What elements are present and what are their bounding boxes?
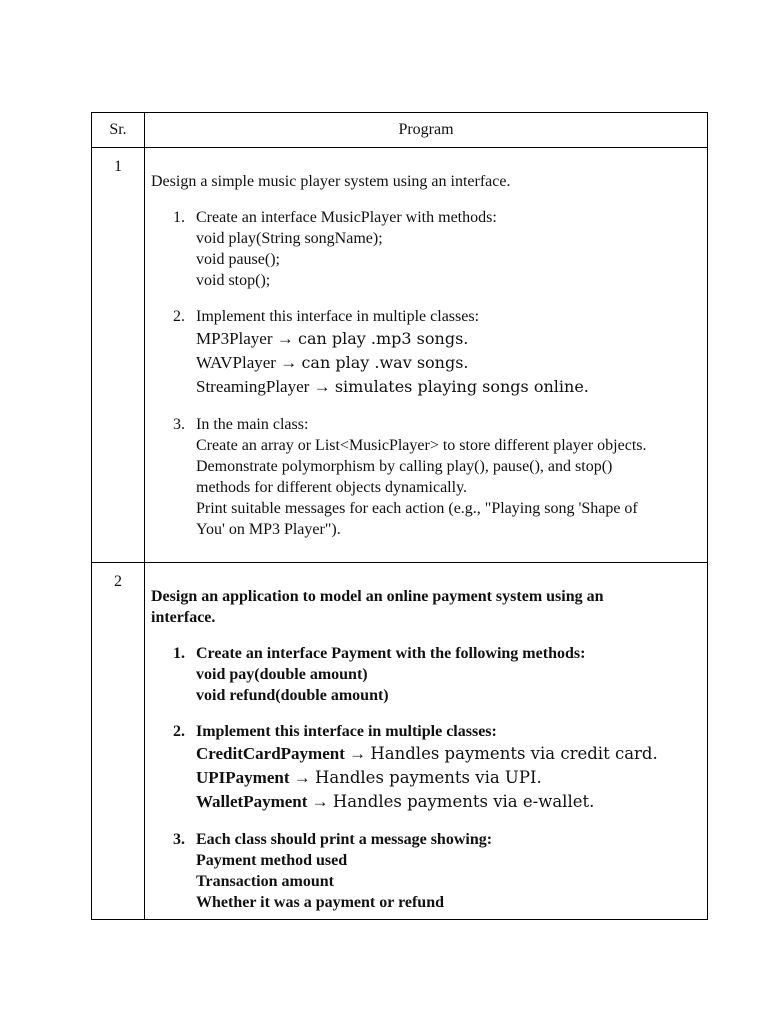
list-item bbox=[151, 306, 707, 399]
table-row bbox=[92, 148, 708, 563]
row-number: 1 bbox=[92, 148, 145, 563]
step-line: Print suitable messages for each action (e.g., "Playing song 'Shape of bbox=[196, 500, 638, 517]
step-line: Payment method used bbox=[196, 852, 348, 869]
arrow-icon: → bbox=[313, 377, 331, 396]
step-line: Each class should print a message showing: bbox=[196, 831, 493, 848]
step-line: Create an interface MusicPlayer with methods: bbox=[196, 209, 497, 226]
class-item bbox=[196, 790, 707, 814]
arrow-icon: → bbox=[280, 353, 298, 372]
arrow-icon: → bbox=[311, 792, 329, 811]
class-item bbox=[196, 742, 707, 766]
step-line: void refund(double amount) bbox=[196, 687, 389, 704]
class-description: Handles payments via credit card. bbox=[370, 744, 658, 763]
class-name: CreditCardPayment bbox=[196, 744, 345, 763]
step-line: In the main class: bbox=[196, 416, 309, 433]
steps-list bbox=[151, 207, 707, 540]
table-row bbox=[92, 563, 708, 920]
step-number: 2. bbox=[173, 308, 185, 325]
step-number: 3. bbox=[173, 416, 185, 433]
step-line: Create an array or List<MusicPlayer> to store different player objects. bbox=[196, 437, 647, 454]
program-table bbox=[91, 112, 708, 920]
class-name: MP3Player bbox=[196, 329, 273, 348]
list-item bbox=[151, 643, 707, 706]
class-description: Handles payments via UPI. bbox=[314, 768, 542, 787]
step-line: Demonstrate polymorphism by calling play(), pause(), and stop() bbox=[196, 458, 613, 475]
step-line: void pay(double amount) bbox=[196, 666, 368, 683]
step-line: methods for different objects dynamically. bbox=[196, 479, 468, 496]
class-item bbox=[196, 327, 707, 351]
problem-statement: Design a simple music player system using an interface. bbox=[151, 173, 511, 190]
list-item bbox=[151, 414, 707, 540]
arrow-icon: → bbox=[276, 329, 294, 348]
step-line: Implement this interface in multiple classes: bbox=[196, 723, 497, 740]
class-name: UPIPayment bbox=[196, 768, 290, 787]
problem-line: interface. bbox=[151, 609, 216, 626]
arrow-icon: → bbox=[349, 744, 367, 763]
class-name: WAVPlayer bbox=[196, 353, 276, 372]
step-line: You' on MP3 Player"). bbox=[196, 521, 341, 538]
step-line: void pause(); bbox=[196, 251, 280, 268]
step-number: 2. bbox=[173, 723, 185, 740]
step-line: void stop(); bbox=[196, 272, 271, 289]
step-line: Implement this interface in multiple classes: bbox=[196, 308, 480, 325]
class-name: WalletPayment bbox=[196, 792, 308, 811]
problem-statement bbox=[151, 563, 707, 628]
class-description: can play .mp3 songs. bbox=[298, 329, 469, 348]
list-item bbox=[151, 721, 707, 814]
step-line: Whether it was a payment or refund bbox=[196, 894, 444, 911]
program-description bbox=[145, 148, 708, 563]
steps-list bbox=[151, 643, 707, 913]
problem-line: Design an application to model an online payment system using an bbox=[151, 588, 604, 605]
table-header-row bbox=[92, 113, 708, 148]
step-number: 1. bbox=[173, 209, 185, 226]
step-number: 3. bbox=[173, 831, 185, 848]
step-number: 1. bbox=[173, 645, 185, 662]
list-item bbox=[151, 829, 707, 913]
program-description bbox=[145, 563, 708, 920]
arrow-icon: → bbox=[293, 768, 311, 787]
class-name: StreamingPlayer bbox=[196, 377, 310, 396]
header-program: Program bbox=[145, 113, 708, 148]
step-line: Transaction amount bbox=[196, 873, 334, 890]
list-item bbox=[151, 207, 707, 291]
class-item bbox=[196, 351, 707, 375]
class-item bbox=[196, 766, 707, 790]
step-line: Create an interface Payment with the following methods: bbox=[196, 645, 586, 662]
class-item bbox=[196, 375, 707, 399]
step-line: void play(String songName); bbox=[196, 230, 383, 247]
class-description: simulates playing songs online. bbox=[334, 377, 589, 396]
header-sr: Sr. bbox=[92, 113, 145, 148]
class-description: Handles payments via e-wallet. bbox=[332, 792, 595, 811]
class-description: can play .wav songs. bbox=[301, 353, 469, 372]
row-number: 2 bbox=[92, 563, 145, 920]
